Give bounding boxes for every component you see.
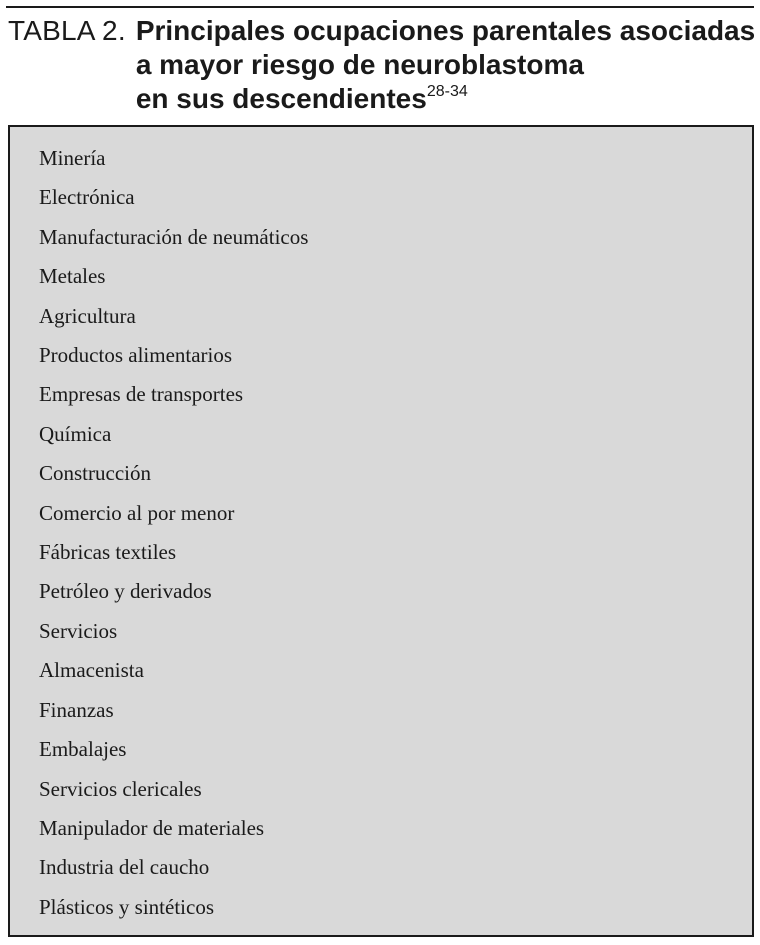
- title-line-1: Principales ocupaciones parentales asociadas: [135, 15, 756, 46]
- list-item: Comercio al por menor: [39, 500, 235, 525]
- table-caption: [8, 14, 754, 116]
- list-item: Química: [39, 421, 112, 446]
- table-label: TABLA 2.: [8, 15, 126, 46]
- list-item: Construcción: [39, 461, 151, 486]
- occupations-table: [8, 125, 754, 937]
- title-line-3-text: en sus descendientes: [135, 83, 427, 114]
- list-item: Servicios: [39, 618, 118, 643]
- list-item: Productos alimentarios: [39, 343, 233, 368]
- list-item: Minería: [39, 146, 106, 170]
- list-item: Finanzas: [39, 697, 114, 722]
- list-item: Fábricas textiles: [39, 540, 177, 565]
- list-item: Almacenista: [39, 658, 144, 683]
- occupations-list: [10, 127, 752, 927]
- list-item: Metales: [39, 264, 106, 289]
- list-item: Electrónica: [39, 185, 135, 210]
- title-line-3: [136, 82, 755, 116]
- list-item: Manipulador de materiales: [39, 815, 265, 840]
- list-item: Empresas de transportes: [39, 382, 244, 407]
- table-title: [136, 14, 755, 116]
- list-item: Petróleo y derivados: [39, 579, 212, 604]
- title-line-2: a mayor riesgo de neuroblastoma: [135, 49, 584, 80]
- list-item: Embalajes: [39, 737, 127, 762]
- list-item: Agricultura: [39, 303, 136, 328]
- list-item: Plásticos y sintéticos: [39, 894, 214, 919]
- list-item: Servicios clericales: [39, 776, 202, 801]
- list-item: Manufacturación de neumáticos: [39, 224, 309, 249]
- list-item: Industria del caucho: [39, 855, 210, 880]
- reference-superscript: 28-34: [426, 83, 468, 100]
- top-rule: [6, 6, 754, 8]
